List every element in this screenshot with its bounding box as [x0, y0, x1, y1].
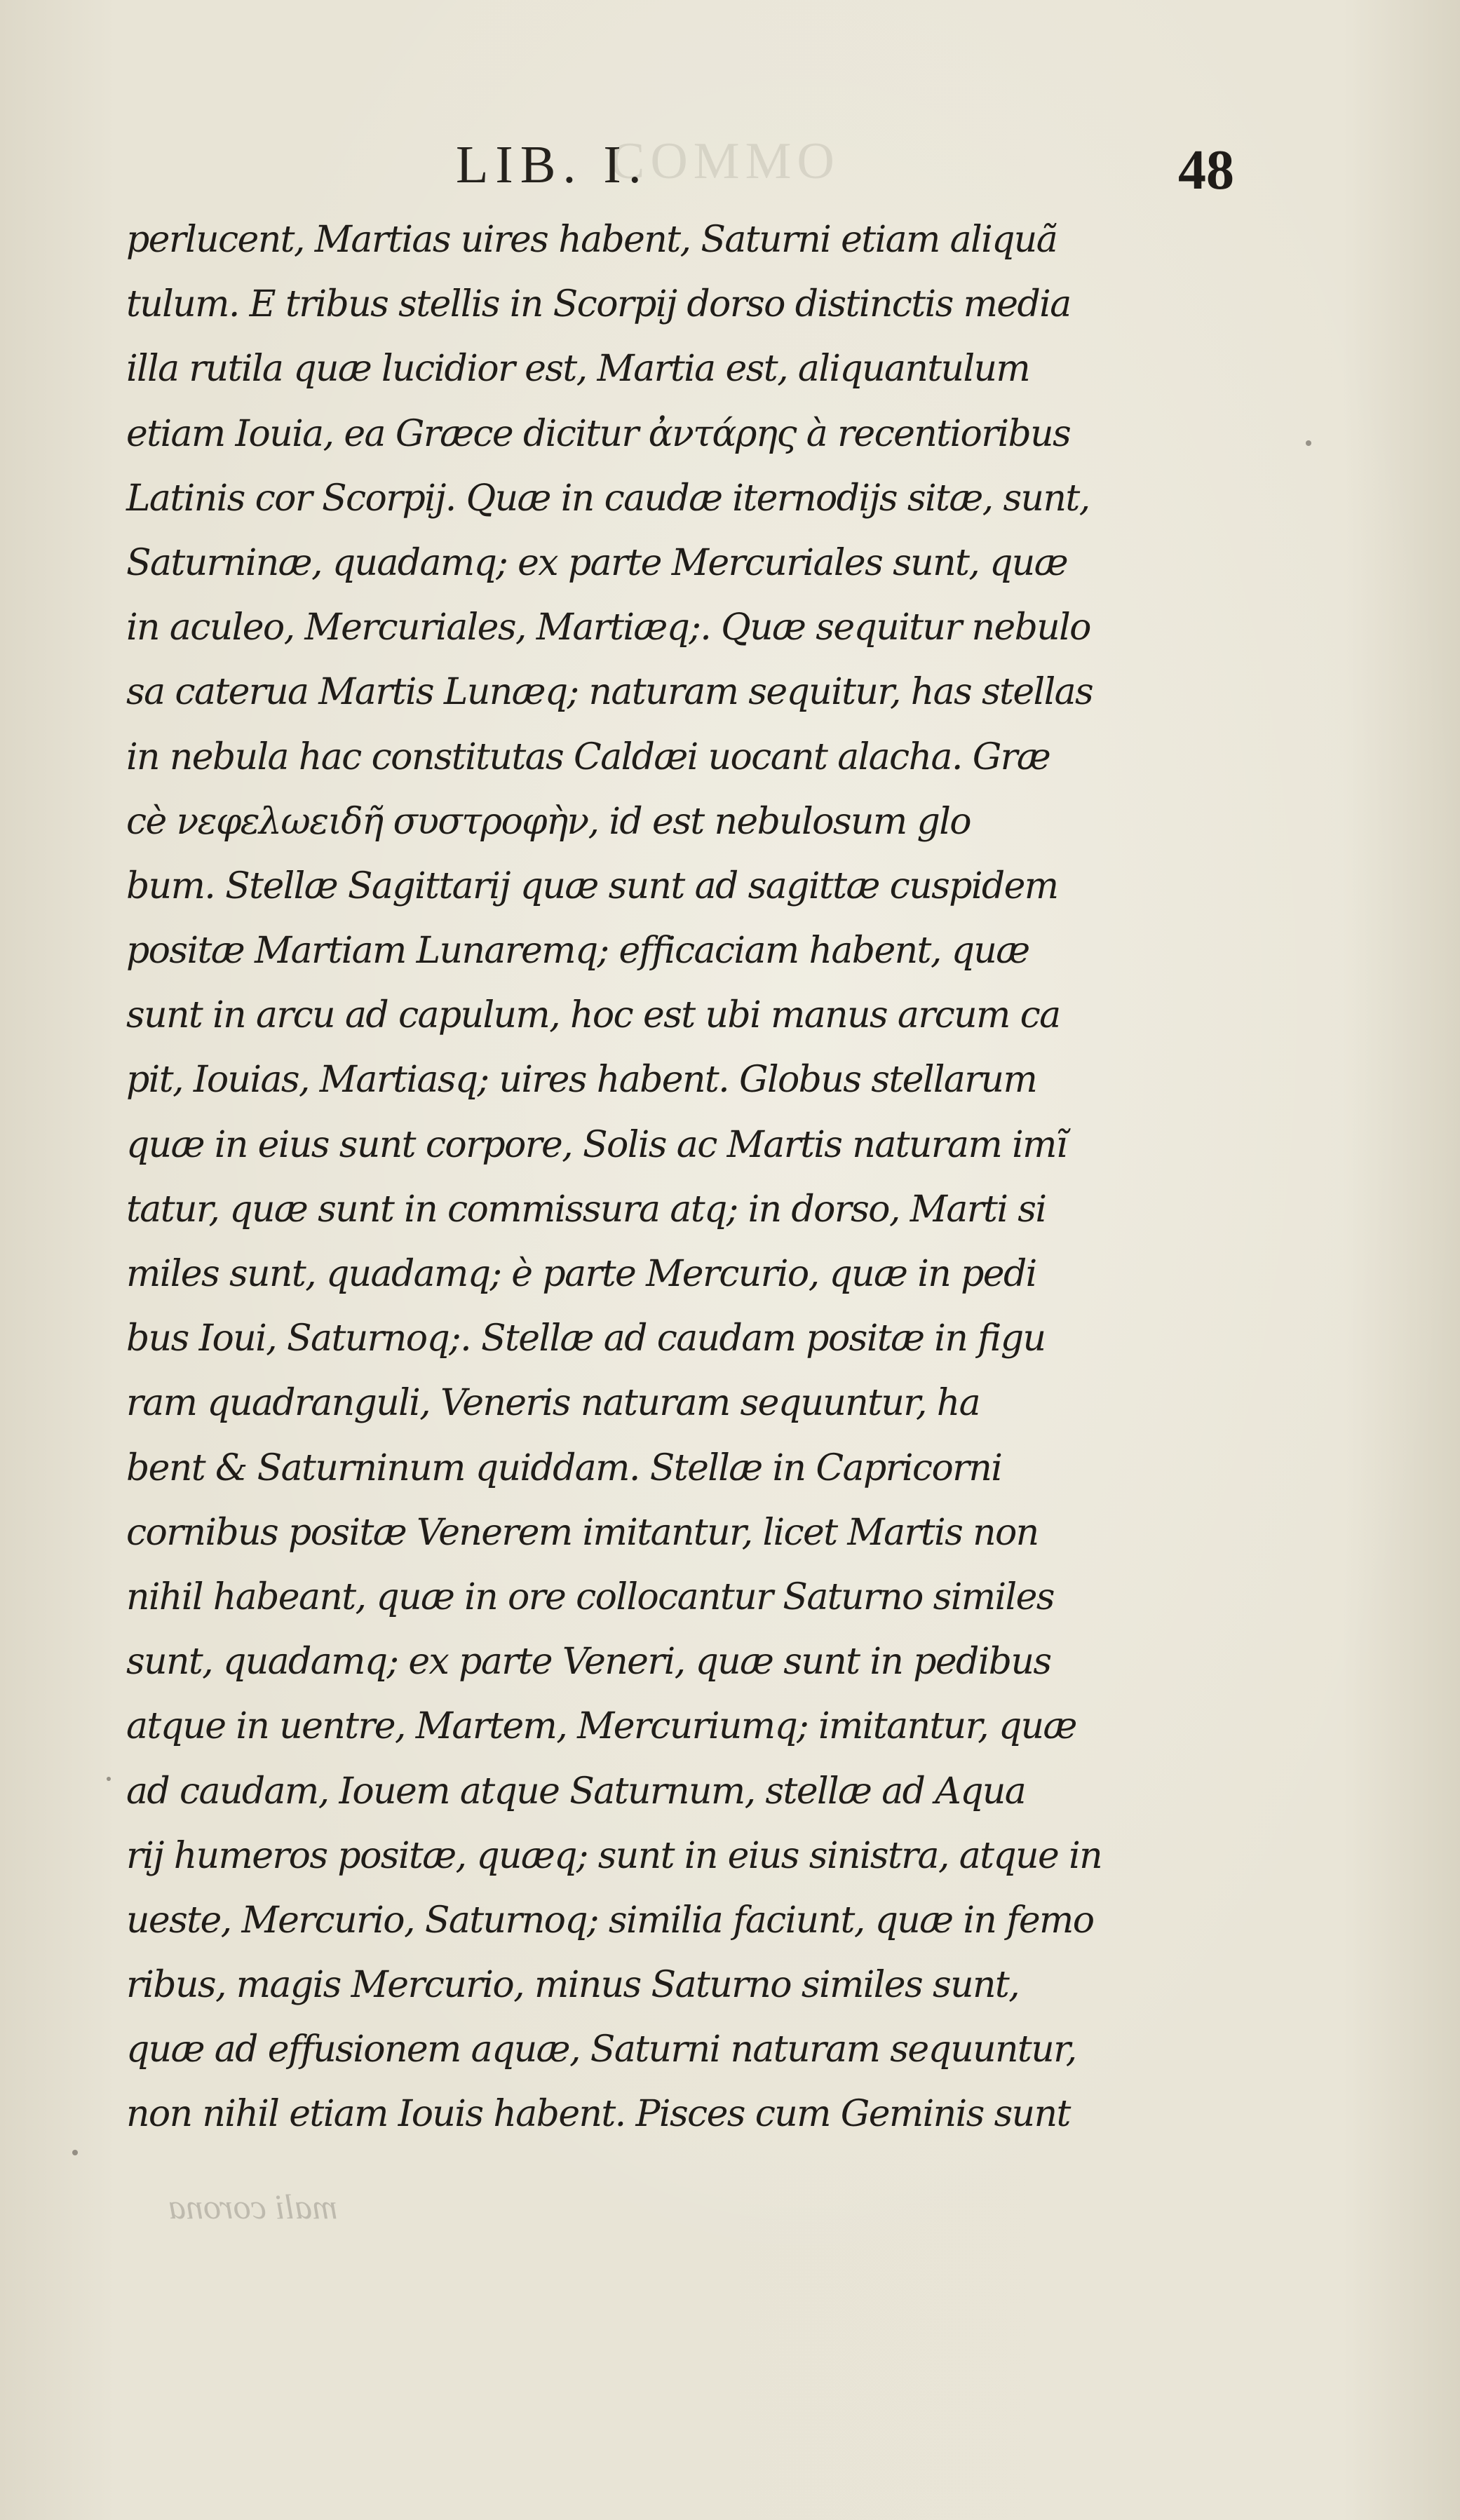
text-line: sunt, quadamq; ex parte Veneri, quæ sunt in pedibus	[126, 1641, 1051, 1684]
text-line: atque in uentre, Martem, Mercuriumq; imitantur, quæ	[126, 1705, 1076, 1748]
text-line: perlucent, Martias uires habent, Saturni etiam aliquã	[126, 219, 1057, 261]
paper-speck	[72, 2150, 78, 2155]
text-line: bent & Saturninum quiddam. Stellæ in Capricorni	[126, 1447, 1002, 1489]
text-line: nihil habeant, quæ in ore collocantur Saturno similes	[126, 1576, 1054, 1618]
text-line: Saturninæ, quadamq; ex parte Mercuriales sunt, quæ	[126, 541, 1067, 584]
text-line: non nihil etiam Iouis habent. Pisces cum Geminis sunt	[126, 2093, 1070, 2136]
text-line: illa rutila quæ lucidior est, Martia est, aliquantulum	[126, 348, 1030, 391]
text-line: sa caterua Martis Lunæq; naturam sequitur, has stellas	[126, 671, 1093, 714]
paper-speck	[107, 1777, 111, 1781]
text-line: positæ Martiam Lunaremq; efficaciam habent, quæ	[126, 930, 1029, 973]
text-line: etiam Iouia, ea Græce dicitur ἀντάρης à recentioribus	[126, 412, 1071, 455]
text-line: miles sunt, quadamq; è parte Mercurio, quæ in pedi	[126, 1253, 1036, 1295]
show-through-running-head: COMMO	[610, 133, 840, 190]
paper-speck	[1306, 440, 1311, 446]
text-line: ram quadranguli, Veneris naturam sequuntur, ha	[126, 1382, 980, 1425]
text-line: quæ in eius sunt corpore, Solis ac Martis naturam imĩ	[126, 1123, 1067, 1166]
text-line: rij humeros positæ, quæq; sunt in eius sinistra, atque in	[126, 1834, 1102, 1877]
text-line: bum. Stellæ Sagittarij quæ sunt ad sagittæ cuspidem	[126, 865, 1058, 907]
text-line: cornibus positæ Venerem imitantur, licet Martis non	[126, 1511, 1039, 1554]
text-line: ad caudam, Iouem atque Saturnum, stellæ ad Aqua	[126, 1770, 1026, 1813]
text-line: tulum. E tribus stellis in Scorpij dorso distinctis media	[126, 283, 1071, 326]
text-line: ribus, magis Mercurio, minus Saturno similes sunt,	[126, 1964, 1020, 2007]
show-through-text: mali corona	[168, 2187, 338, 2226]
running-head: LIB. I.	[456, 135, 649, 194]
text-line: bus Ioui, Saturnoq;. Stellæ ad caudam positæ in figu	[126, 1317, 1046, 1360]
text-line: ueste, Mercurio, Saturnoq; similia faciunt, quæ in femo	[126, 1899, 1094, 1942]
text-line: quæ ad effusionem aquæ, Saturni naturam sequuntur,	[126, 2028, 1076, 2071]
body-text	[126, 208, 1220, 2147]
text-line: tatur, quæ sunt in commissura atq; in dorso, Marti si	[126, 1188, 1046, 1231]
text-line: Latinis cor Scorpij. Quæ in caudæ iternodijs sitæ, sunt,	[126, 477, 1090, 520]
page-header	[126, 125, 1234, 202]
text-line: sunt in arcu ad capulum, hoc est ubi manus arcum ca	[126, 994, 1060, 1037]
text-line: cè νεφελωειδῆ συστροφὴν, id est nebulosum glo	[126, 800, 971, 843]
text-line: pit, Iouias, Martiasq; uires habent. Globus stellarum	[126, 1059, 1037, 1102]
text-line: in aculeo, Mercuriales, Martiæq;. Quæ sequitur nebulo	[126, 607, 1090, 649]
page-number: 48	[1178, 140, 1234, 201]
text-line: in nebula hac constitutas Caldæi uocant alacha. Græ	[126, 736, 1050, 778]
